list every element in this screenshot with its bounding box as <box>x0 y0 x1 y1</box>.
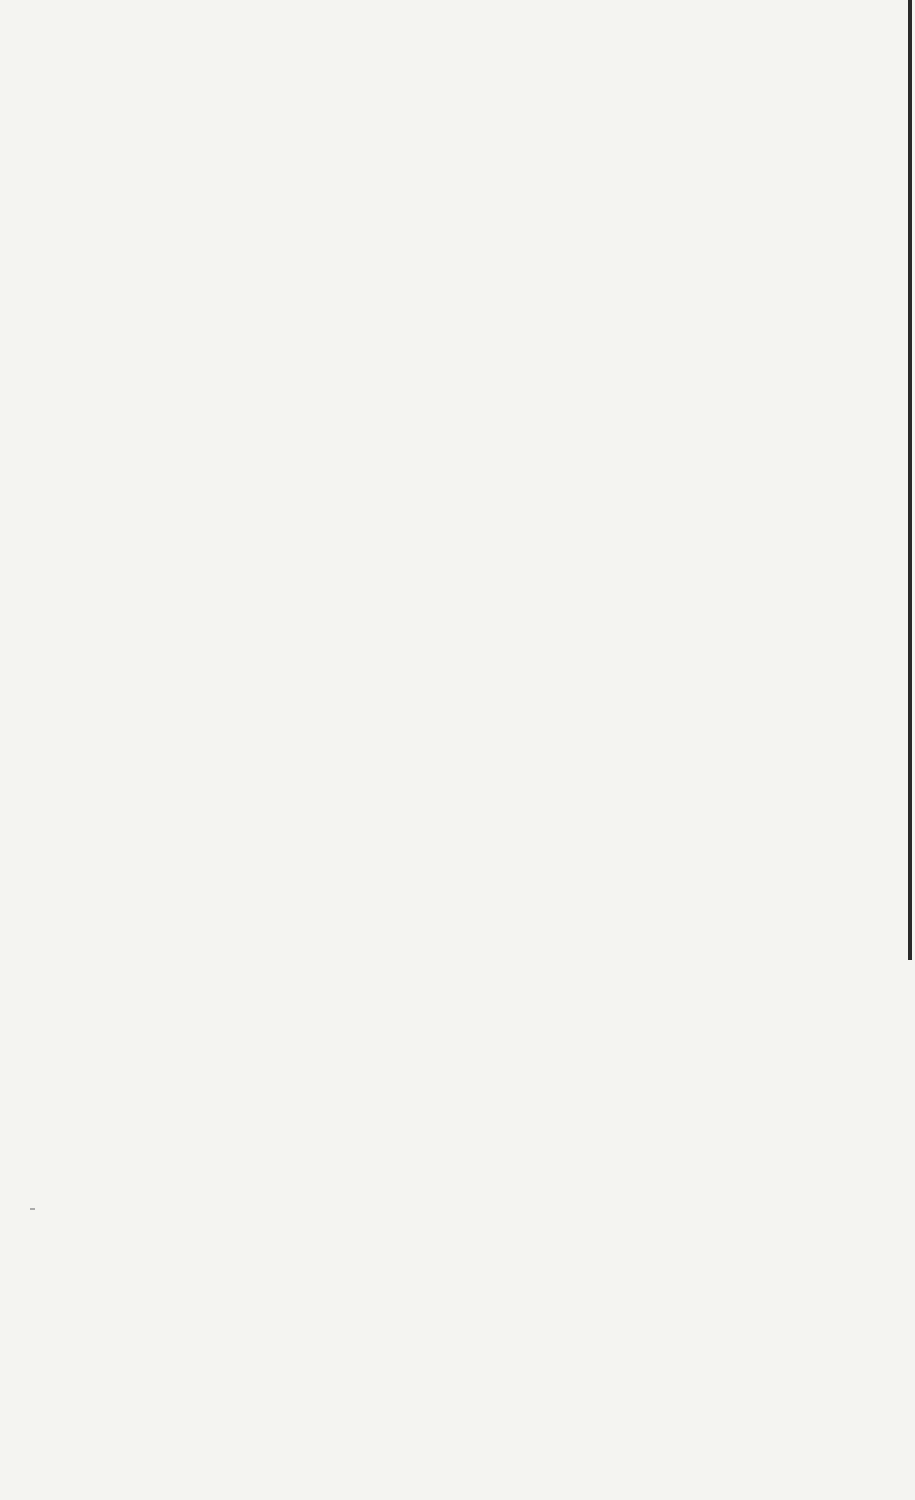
scan-speck <box>30 1208 35 1210</box>
page-edge-shadow <box>908 0 912 960</box>
